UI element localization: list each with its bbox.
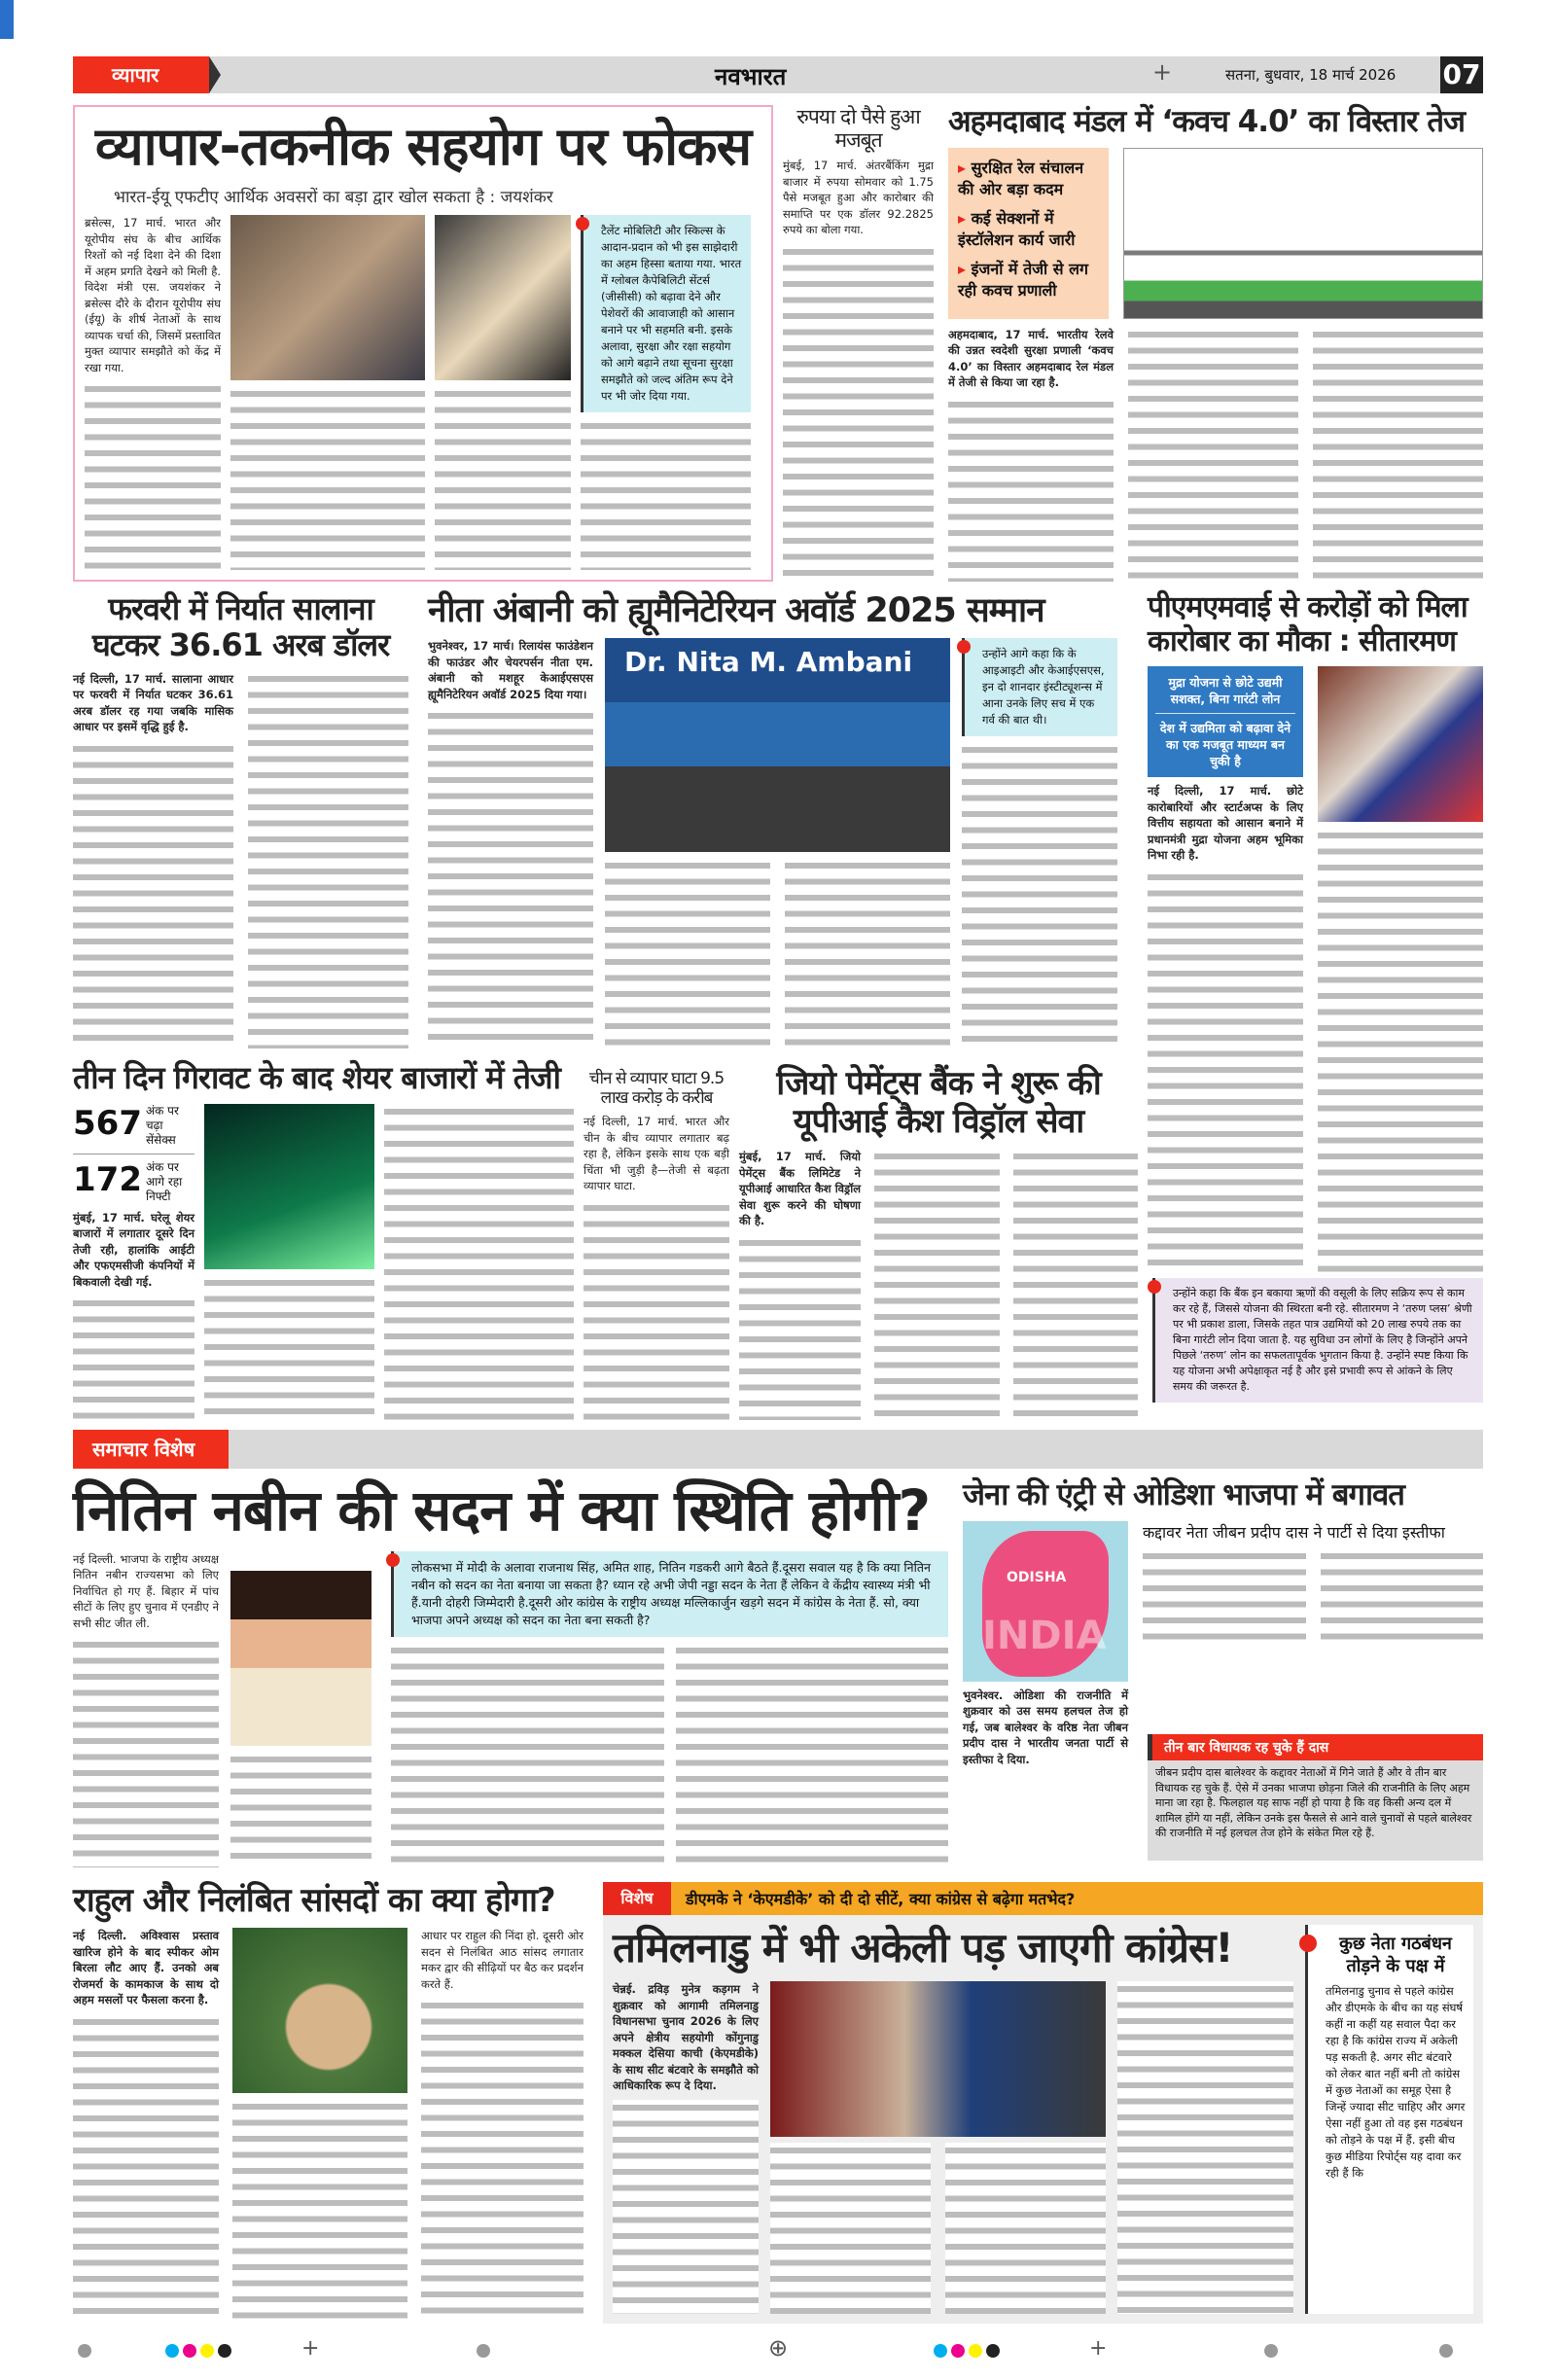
odisha-map xyxy=(963,1521,1128,1682)
text-column xyxy=(1117,1981,1293,2314)
article-kavach xyxy=(948,105,1483,582)
text-column xyxy=(73,2014,219,2320)
highlights-box xyxy=(948,148,1109,319)
pull-quote xyxy=(962,638,1117,736)
quote-icon xyxy=(386,1553,400,1567)
info-box-text: जीबन प्रदीप दास बालेश्वर के कद्दावर नेताओं में गिने जाते हैं और वे तीन बार विधायक रह चुके हैं. ऐसे में उनका भाजपा छोड़ना जिले की राजनीति के लिए अहम माना जा रहा है. फिलहाल यह साफ नहीं हो पाया है कि वह किसी अन्य दल में शामिल होंगे या नहीं, लेकिन उनके इस फैसले से आने वाले चुनावों से पहले बालेश्वर की राजनीति में नई हलचल तेज होने के संकेत मिल रहे हैं. xyxy=(1155,1766,1472,1839)
registration-plus-icon: + xyxy=(1089,2336,1108,2361)
subheadline: भारत-ईयू एफटीए आर्थिक अवसरों का बड़ा द्वार खोल सकता है : जयशंकर xyxy=(114,188,553,208)
registration-target-icon: ⊕ xyxy=(768,2334,789,2362)
highlight-item: ▸ सुरक्षित रेल संचालन की ओर बड़ा कदम xyxy=(958,158,1099,200)
registration-mark xyxy=(934,2344,947,2358)
text-column xyxy=(1313,327,1483,582)
stat-label: अंक पर आगे रहा निफ्टी xyxy=(145,1159,183,1203)
text-column xyxy=(605,858,770,1048)
quote-icon xyxy=(1148,1280,1161,1294)
registration-mark xyxy=(165,2344,179,2358)
registration-mark xyxy=(183,2344,196,2358)
page-number: 07 xyxy=(1440,56,1483,93)
text-column xyxy=(945,2143,1106,2314)
registration-mark xyxy=(218,2344,231,2358)
article-lead: मुंबई, 17 मार्च. घरेलू शेयर बाजारों में लगातार दूसरे दिन तेजी रही, हालांकि आईटी और एफएमसीजी कंपनियों में बिकवाली देखी गई. xyxy=(73,1210,194,1289)
text-column xyxy=(676,1643,949,1867)
text-column xyxy=(232,2099,407,2320)
odisha-info-box xyxy=(1148,1734,1483,1861)
side-quote-title: कुछ नेता गठबंधन तोड़ने के पक्ष में xyxy=(1339,1934,1452,1976)
registration-plus-icon: + xyxy=(1152,58,1173,86)
photo-nitin-nabin xyxy=(230,1551,371,1746)
article-jio-payments xyxy=(739,1065,1138,1420)
article-lead: नई दिल्ली, 17 मार्च. छोटे कारोबारियों और स्टार्टअप्स के लिए वित्तीय सहायता को आसान बनाने में प्रधानमंत्री मुद्रा योजना अहम भूमिका निभा रही है. xyxy=(1148,784,1303,862)
text-column xyxy=(85,381,221,570)
side-quote-text: तमिलनाडु चुनाव से पहले कांग्रेस और डीएमके के बीच का यह संघर्ष कहीं ना कहीं यह सवाल पैदा कर रहा है कि कांग्रेस राज्य में अकेली पड़ सकती है. अगर सीट बंटवारे को लेकर बात नहीं बनी तो कांग्रेस में कुछ नेताओं का समूह ऐसा है जिन्हें ज्यादा सीट चाहिए और अगर ऐसा नहीं हुआ तो वह इस गठबंधन को तोड़ने के पक्ष में हैं. इसी बीच कुछ मीडिया रिपोर्ट्स यह दावा कर रही हैं कि xyxy=(1326,1984,1466,2180)
article-india-eu xyxy=(73,105,773,582)
text-column xyxy=(73,1637,219,1867)
quote-icon xyxy=(957,640,971,654)
article-lead: मुंबई, 17 मार्च. जियो पेमेंट्स बैंक लिमिटेड ने यूपीआई आधारित कैश विड्रॉल सेवा शुरू करने की घोषणा की है. xyxy=(739,1150,861,1228)
registration-mark xyxy=(200,2344,214,2358)
map-label: ODISHA xyxy=(1007,1569,1067,1585)
article-lead: अहमदाबाद, 17 मार्च. भारतीय रेलवे की उन्नत स्वदेशी सुरक्षा प्रणाली ‘कवच 4.0’ का विस्तार अहमदाबाद रेल मंडल में तेजी से किया जा रहा है. xyxy=(948,327,1114,390)
article-nita-ambani xyxy=(428,591,1128,1048)
headline: व्यापार-तकनीक सहयोग पर फोकस xyxy=(94,116,752,177)
registration-mark xyxy=(1264,2344,1278,2358)
text-column xyxy=(204,1275,374,1420)
article-china-trade xyxy=(584,1070,729,1420)
article-share-market xyxy=(73,1060,574,1420)
kicker-band xyxy=(603,1882,1483,1915)
text-column xyxy=(230,1752,371,1867)
article-lead: नई दिल्ली, 17 मार्च. सालाना आधार पर फरवरी में निर्यात घटकर 36.61 अरब डॉलर रह गया जबकि मासिक आधार पर इसमें वृद्धि हुई है. xyxy=(73,671,233,734)
registration-mark xyxy=(951,2344,965,2358)
text-column xyxy=(73,1296,194,1420)
text-column xyxy=(1013,1149,1139,1420)
article-lead: चेन्नई. द्रविड़ मुनेत्र कड़गम ने शुक्रवार को आगामी तमिलनाडु विधानसभा चुनाव 2026 के लिए अपने क्षेत्रीय सहयोगी कोंगुनाडु मक्कल देसिया काची (केएमडीके) के साथ सीट बंटवारे के समझौते को आधिकारिक रूप दे दिया. xyxy=(613,1982,759,2093)
pull-quote xyxy=(391,1551,948,1637)
registration-mark xyxy=(78,2344,91,2358)
photo-eu-leader xyxy=(435,215,571,380)
stat-sensex xyxy=(73,1104,194,1148)
text-column xyxy=(1143,1548,1306,1646)
quote-icon xyxy=(576,217,589,231)
award-photo xyxy=(605,638,950,852)
stat-nifty xyxy=(73,1160,194,1204)
text-column xyxy=(428,708,593,1048)
section-band xyxy=(73,1430,1483,1469)
text-column xyxy=(739,1235,861,1420)
text-column xyxy=(435,386,571,570)
article-tamilnadu xyxy=(603,1915,1483,2324)
photo-sitharaman xyxy=(1318,666,1483,822)
info-box-title: तीन बार विधायक रह चुके हैं दास xyxy=(1148,1734,1483,1760)
article-lead: नई दिल्ली, 17 मार्च. भारत और चीन के बीच व्यापार लगातार बढ़ रहा है, लेकिन इसके साथ एक बड़ी चिंता भी जुड़ी है—तेजी से बढ़ता व्यापार घाटा. xyxy=(584,1115,729,1193)
registration-mark xyxy=(969,2344,982,2358)
text-column xyxy=(1321,1548,1484,1646)
stat-number: 567 xyxy=(73,1103,142,1143)
text-column xyxy=(1128,327,1298,582)
text-column xyxy=(874,1149,1000,1420)
text-column xyxy=(783,244,934,582)
text-column xyxy=(1148,870,1303,1273)
registration-mark xyxy=(477,2344,490,2358)
page-header xyxy=(73,56,1483,93)
stat-number: 172 xyxy=(73,1159,142,1199)
photo-backdrop-text: Dr. Nita M. Ambani xyxy=(624,646,913,679)
headline: नितिन नबीन की सदन में क्या स्थिति होगी? xyxy=(73,1477,931,1544)
headline: नीता अंबानी को ह्यूमैनिटेरियन अवॉर्ड 2025 सम्मान xyxy=(428,591,1044,630)
quote-text: उन्होंने कहा कि बैंक इन बकाया ऋणों की वसूली के लिए सक्रिय रूप से काम कर रहे हैं, जिससे योजना की स्थिरता बनी रहे. सीतारमण ने ‘तरुण प्लस’ श्रेणी पर भी प्रकाश डाला, जिसके तहत पात्र उद्यमियों को 20 लाख रुपये तक का बिना गारंटी लोन दिया जाता है. यह सुविधा उन लोगों के लिए है जिन्होंने अपने पिछले ‘तरुण’ लोन का सफलतापूर्वक भुगतान किया है. उन्होंने स्पष्ट किया कि यह योजना अभी अपेक्षाकृत नई है और इसे प्रभावी रूप से आंकने के लिए समय की जरूरत है. xyxy=(1173,1287,1472,1393)
headline: अहमदाबाद मंडल में ‘कवच 4.0’ का विस्तार तेज xyxy=(948,104,1465,139)
article-nitin-nabin xyxy=(73,1478,948,1867)
highlight-text: देश में उद्यमिता को बढ़ावा देने का एक मजबूत माध्यम बन चुकी है xyxy=(1159,721,1291,768)
text-column xyxy=(248,671,408,1048)
subheadline: कद्दावर नेता जीबन प्रदीप दास ने पार्टी से दिया इस्तीफा xyxy=(1143,1522,1445,1542)
article-pmmy xyxy=(1148,591,1483,1272)
article-lead: ब्रसेल्स, 17 मार्च. भारत और यूरोपीय संघ के बीच आर्थिक रिश्तों को नई दिशा देने की दिशा में अहम प्रगति देखने को मिली है. विदेश मंत्री एस. जयशंकर ने ब्रसेल्स दौरे के दौरान यूरोपीय संघ (ईयू) के शीर्ष नेताओं के साथ व्यापक चर्चा की, जिसमें प्रस्तावित मुक्त व्यापार समझौते को केंद्र में रखा गया. xyxy=(85,216,221,374)
quote-icon xyxy=(1299,1935,1317,1952)
headline: राहुल और निलंबित सांसदों का क्या होगा? xyxy=(73,1881,555,1920)
highlight-item: ▸ इंजनों में तेजी से लग रही कवच प्रणाली xyxy=(958,259,1099,302)
highlight-item: ▸ कई सेक्शनों में इंस्टॉलेशन कार्य जारी xyxy=(958,208,1099,251)
market-chart-image xyxy=(204,1104,374,1269)
article-lead: मुंबई, 17 मार्च. अंतरबैंकिंग मुद्रा बाजार में रुपया सोमवार को 1.75 पैसे मजबूत हुआ और कारोबार की समाप्ति पर एक डॉलर 92.2825 रुपये का बोला गया. xyxy=(783,159,934,237)
side-quote xyxy=(1305,1925,1473,2314)
text-column xyxy=(948,397,1114,582)
corner-mark xyxy=(0,0,14,39)
text-column xyxy=(1318,828,1483,1272)
headline: पीएमएमवाई से करोड़ों को मिला कारोबार का मौका : सीतारमण xyxy=(1148,590,1468,658)
text-column xyxy=(391,1643,664,1867)
article-exports xyxy=(73,591,408,1048)
pmmy-pull-quote xyxy=(1152,1278,1483,1403)
text-column xyxy=(584,1200,729,1420)
headline: फरवरी में निर्यात सालाना घटकर 36.61 अरब डॉलर xyxy=(91,590,390,663)
map-watermark: INDIA xyxy=(982,1613,1107,1658)
registration-plus-icon: + xyxy=(301,2336,320,2361)
newspaper-name: नवभारत xyxy=(715,63,787,90)
parliament-photo xyxy=(232,1928,407,2093)
kavach-diagram xyxy=(1123,148,1483,319)
stat-label: अंक पर चढ़ा सेंसेक्स xyxy=(145,1103,179,1147)
headline: रुपया दो पैसे हुआ मजबूत xyxy=(796,105,920,153)
text-column xyxy=(73,741,233,1048)
edition-date: सतना, बुधवार, 18 मार्च 2026 xyxy=(1225,66,1397,84)
quote-text: टैलेंट मोबिलिटी और स्किल्स के आदान-प्रदान को भी इस साझेदारी का अहम हिस्सा बताया गया. भारत में ग्लोबल कैपेबिलिटी सेंटर्स (जीसीसी) को बढ़ावा देने और पेशेवरों की आवाजाही को आसान बनाने पर भी सहमति बनी. इसके अलावा, सुरक्षा और रक्षा सहयोग को आगे बढ़ाने तथा सूचना सुरक्षा समझौते को जल्द अंतिम रूप देने पर भी जोर दिया गया. xyxy=(601,224,742,404)
quote-text: लोकसभा में मोदी के अलावा राजनाथ सिंह, अमित शाह, नितिन गडकरी आगे बैठते हैं.दूसरा सवाल यह है कि क्या नितिन नबीन को सदन का नेता बनाया जा सकता है? ध्यान रहे अभी जेपी नड्डा सदन के नेता हैं लेकिन वे केंद्रीय स्वास्थ्य मंत्री भी हैं.यानी दोहरी जिम्मेदारी है.दूसरी ओर कांग्रेस के राष्ट्रीय अध्यक्ष मल्लिकार्जुन खड़गे सदन में कांग्रेस के नेता हैं. सो, क्या भाजपा अपने अध्यक्ष को सदन का नेता बना सकती है? xyxy=(411,1559,931,1627)
quote-text: उन्होंने आगे कहा कि के आइआइटी और केआईएसएस, इन दो शानदार इंस्टीट्यूशन्स में आना उनके लिए सच में एक गर्व की बात थी। xyxy=(982,647,1105,728)
article-lead: भुवनेश्वर, 17 मार्च। रिलायंस फाउंडेशन की फाउंडर और चेयरपर्सन नीता एम. अंबानी को मशहूर केआईएसएस ह्यूमैनिटेरियन अवॉर्ड 2025 दिया गया। xyxy=(428,639,593,701)
highlight-text: मुद्रा योजना से छोटे उद्यमी सशक्त, बिना गारंटी लोन xyxy=(1168,675,1283,706)
photo-leaders xyxy=(770,1981,1106,2137)
headline: जेना की एंट्री से ओडिशा भाजपा में बगावत xyxy=(963,1477,1404,1512)
headline: चीन से व्यापार घाटा 9.5 लाख करोड़ के करीब xyxy=(588,1069,725,1108)
article-lead: नई दिल्ली. भाजपा के राष्ट्रीय अध्यक्ष नितिन नबीन राज्यसभा को लिए निर्वाचित हो गए हैं. बिहार में पांच सीटों के लिए हुए चुनाव में एनडीए ने सभी सीट जीत ली. xyxy=(73,1551,219,1630)
text-column xyxy=(785,858,950,1048)
kicker-tag: विशेष xyxy=(603,1882,671,1915)
text-column xyxy=(770,2143,931,2314)
article-rupee xyxy=(783,105,934,582)
article-rahul xyxy=(73,1882,584,2320)
article-text: आधार पर राहुल की निंदा हो. दूसरी ओर सदन से निलंबित आठ सांसद लगातार मकर द्वार की सीढ़ियों पर बैठ कर प्रदर्शन करते हैं. xyxy=(421,1929,584,1991)
photo-jaishankar xyxy=(230,215,425,380)
text-column xyxy=(230,386,425,570)
highlight-box xyxy=(1148,666,1303,777)
kicker-text: डीएमके ने ‘केएमडीके’ को दी दो सीटें, क्या कांग्रेस से बढ़ेगा मतभेद? xyxy=(686,1890,1076,1908)
headline: तीन दिन गिरावट के बाद शेयर बाजारों में तेजी xyxy=(73,1059,560,1096)
text-column xyxy=(421,1998,584,2320)
headline: तमिलनाडु में भी अकेली पड़ जाएगी कांग्रेस! xyxy=(613,1924,1233,1971)
section-label: व्यापार xyxy=(73,56,209,93)
pull-quote xyxy=(581,215,751,412)
article-lead: नई दिल्ली. अविश्वास प्रस्ताव खारिज होने के बाद स्पीकर ओम बिरला लौट आए हैं. उनको अब रोजमर्रा के कामकाज के साथ दो अहम मसलों पर फैसला करना है. xyxy=(73,1929,219,2007)
text-column xyxy=(613,2100,759,2314)
text-column xyxy=(581,418,751,570)
registration-mark xyxy=(986,2344,1000,2358)
text-column xyxy=(962,742,1117,1048)
headline: जियो पेमेंट्स बैंक ने शुरू की यूपीआई कैश विड्रॉल सेवा xyxy=(776,1064,1101,1142)
article-lead: भुवनेश्वर. ओडिशा की राजनीति में शुक्रवार को उस समय हलचल तेज हो गई, जब बालेश्वर के वरिष्ठ नेता जीबन प्रदीप दास ने भारतीय जनता पार्टी से इस्तीफा दे दिया. xyxy=(963,1687,1128,1766)
section-label: समाचार विशेष xyxy=(73,1430,229,1469)
text-column xyxy=(384,1104,574,1420)
registration-mark xyxy=(1439,2344,1453,2358)
